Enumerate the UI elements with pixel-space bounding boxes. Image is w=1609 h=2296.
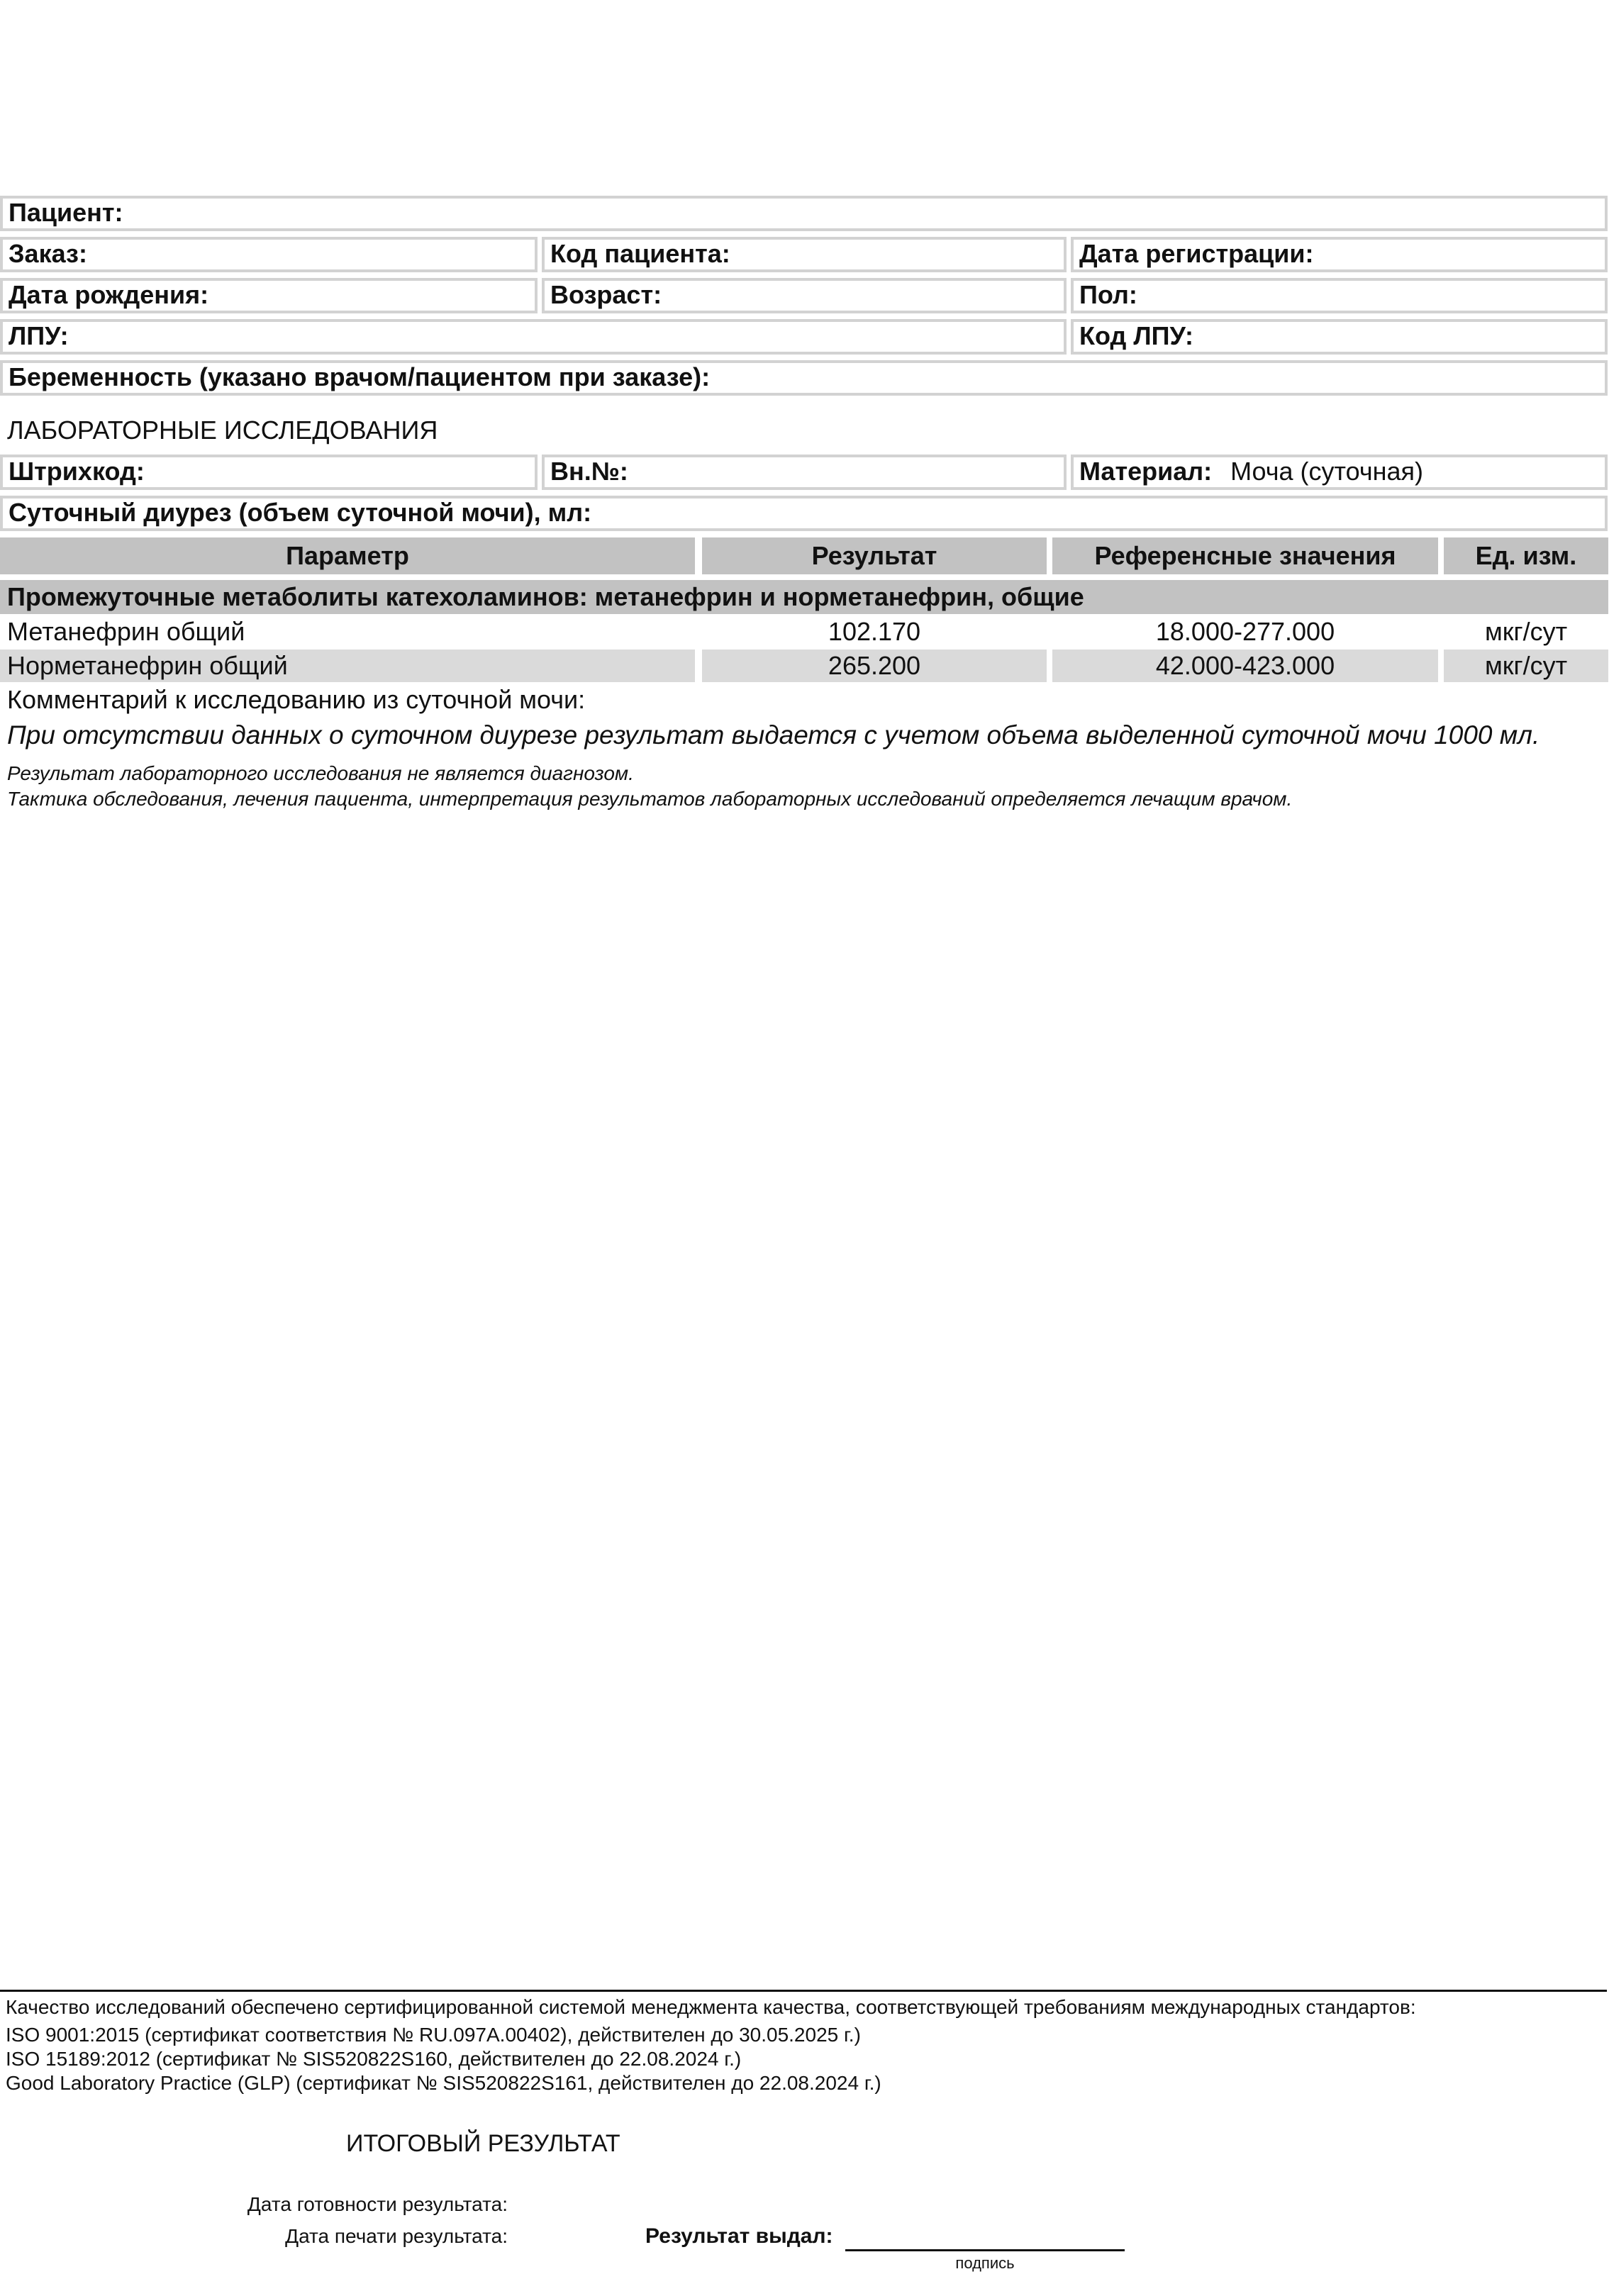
table-row-param: Норметанефрин общий <box>0 650 695 682</box>
pregnancy-label: Беременность (указано врачом/пациентом при заказе): <box>9 362 711 391</box>
sex-label: Пол: <box>1079 280 1137 309</box>
diuresis-label: Суточный диурез (объем суточной мочи), мл: <box>9 498 592 527</box>
header-unit: Ед. изм. <box>1444 537 1608 574</box>
registration-date-field <box>1071 237 1608 272</box>
barcode-field <box>0 455 538 490</box>
registration-date-label: Дата регистрации: <box>1079 239 1314 268</box>
comment-text: При отсутствии данных о суточном диурезе результат выдается с учетом объема выделенной суточной мочи 1000 мл. <box>7 720 1540 749</box>
internal-number-field <box>542 455 1067 490</box>
header-result: Результат <box>702 537 1047 574</box>
iso-15189-text: ISO 15189:2012 (сертификат № SIS520822S160, действителен до 22.08.2024 г.) <box>6 2048 742 2070</box>
patient-code-label: Код пациента: <box>550 239 730 268</box>
lpu-code-label: Код ЛПУ: <box>1079 321 1193 350</box>
internal-number-label: Вн.№: <box>550 457 628 486</box>
material-label: Материал: <box>1079 457 1213 486</box>
signature-line <box>845 2249 1125 2251</box>
table-row-reference: 42.000-423.000 <box>1052 650 1438 682</box>
order-field <box>0 237 538 272</box>
comment-label: Комментарий к исследованию из суточной мочи: <box>7 685 586 714</box>
signature-caption: подпись <box>955 2254 1015 2272</box>
disclaimer-tactics: Тактика обследования, лечения пациента, интерпретация результатов лабораторных исследований определяется лечащим врачом. <box>7 788 1293 810</box>
age-field <box>542 278 1067 313</box>
lpu-label: ЛПУ: <box>9 321 69 350</box>
lpu-code-field <box>1071 319 1608 355</box>
print-date-label: Дата печати результата: <box>285 2225 508 2247</box>
lpu-field <box>0 319 1067 355</box>
disclaimer-diagnosis: Результат лабораторного исследования не является диагнозом. <box>7 762 634 784</box>
sex-field <box>1071 278 1608 313</box>
patient-code-field <box>542 237 1067 272</box>
material-field <box>1071 455 1608 490</box>
material-value: Моча (суточная) <box>1230 457 1423 486</box>
section-title: ЛАБОРАТОРНЫЕ ИССЛЕДОВАНИЯ <box>7 416 438 445</box>
birth-date-field <box>0 278 538 313</box>
glp-text: Good Laboratory Practice (GLP) (сертификат № SIS520822S161, действителен до 22.08.2024 г.) <box>6 2072 881 2094</box>
table-row-result: 102.170 <box>828 617 921 646</box>
barcode-label: Штрихкод: <box>9 457 145 486</box>
diuresis-field <box>0 496 1608 531</box>
table-row-reference: 18.000-277.000 <box>1155 617 1335 646</box>
birth-date-label: Дата рождения: <box>9 280 209 309</box>
header-reference: Референсные значения <box>1052 537 1438 574</box>
issued-by-label: Результат выдал: <box>645 2224 833 2248</box>
group-title: Промежуточные метаболиты катехоламинов: метанефрин и норметанефрин, общие <box>0 580 1608 614</box>
order-label: Заказ: <box>9 239 87 268</box>
age-label: Возраст: <box>550 280 662 309</box>
patient-field <box>0 196 1608 231</box>
iso-9001-text: ISO 9001:2015 (сертификат соответствия № RU.097A.00402), действителен до 30.05.2025 г.) <box>6 2024 861 2046</box>
pregnancy-field <box>0 360 1608 396</box>
table-row-unit: мкг/сут <box>1484 617 1568 646</box>
table-row-param: Метанефрин общий <box>7 617 245 646</box>
header-parameter: Параметр <box>0 537 695 574</box>
quality-text: Качество исследований обеспечено сертифицированной системой менеджмента качества, соответствующей требованиям международных стандартов: <box>6 1996 1416 2018</box>
patient-label: Пациент: <box>9 198 123 227</box>
table-row-result: 265.200 <box>702 650 1047 682</box>
ready-date-label: Дата готовности результата: <box>247 2193 508 2215</box>
footer-divider <box>0 1990 1607 1992</box>
table-row-unit: мкг/сут <box>1444 650 1608 682</box>
final-result-title: ИТОГОВЫЙ РЕЗУЛЬТАТ <box>346 2130 620 2157</box>
